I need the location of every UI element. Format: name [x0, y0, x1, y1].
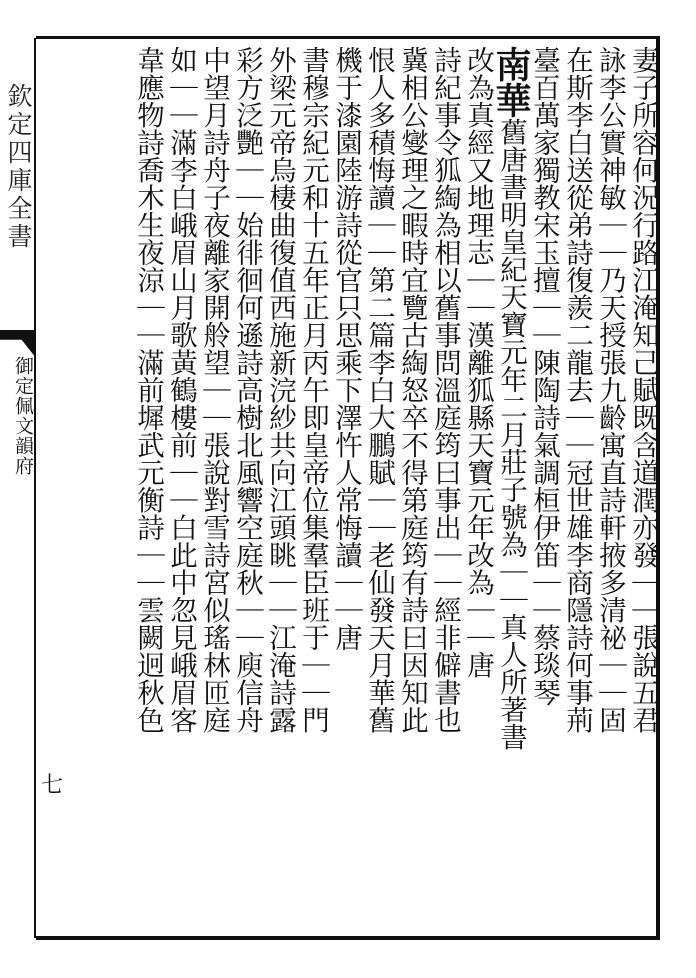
entry-heading-text: 舊唐書明皇紀天寶元年二月莊子號為｜｜真人所著書: [495, 118, 527, 751]
text-column-9: 恨人多積悔讀｜｜第二篇李白大鵬賦｜｜老仙發天月華舊: [363, 46, 395, 734]
text-column-12: 外梁元帝烏棲曲復值西施新浣紗共向江頭眺｜｜江淹詩露: [264, 46, 296, 734]
text-column-2: 詠李公實神敏｜｜乃天授張九齡寓直詩軒掖多清祕｜｜固: [594, 46, 626, 734]
text-columns: [58, 46, 658, 926]
text-column-1: 妻子所容何況行路江淹知己賦既含道潤亦發｜｜張說五君: [627, 46, 659, 734]
text-column-8: 冀相公燮理之暇時宜覽古綯怒卒不得第庭筠有詩曰因知此: [396, 46, 428, 734]
text-column-14: 中望月詩舟子夜離家開舲望｜｜張說對雪詩宮似瑤林匝庭: [198, 46, 230, 734]
margin-divider: [0, 330, 36, 358]
margin-book-title: 御定佩文韻府: [12, 356, 34, 476]
margin-title: 欽定四庫全書: [4, 83, 33, 251]
entry-heading: 南華: [490, 46, 532, 118]
text-column-15: 如｜｜滿李白峨眉山月歌黃鶴樓前｜｜白此中忽見峨眉客: [165, 46, 197, 734]
text-column-6: 改為真經又地理志｜｜漢離狐縣天寶元年改為｜｜唐: [462, 46, 494, 679]
text-column-4: 臺百萬家獨教宋玉擅｜｜陳陶詩氣調桓伊笛｜｜蔡琰琴: [528, 46, 560, 706]
text-column-13: 彩方泛艷｜｜始徘徊何遜詩高樹北風響空庭秋｜｜庾信舟: [231, 46, 263, 734]
margin-strip: [0, 38, 36, 938]
page-number: 七: [40, 773, 63, 798]
text-column-16: 韋應物詩喬木生夜涼｜｜滿前墀武元衡詩｜｜雲闕迥秋色: [132, 46, 164, 734]
text-column-3: 在斯李白送從弟詩復羨二龍去｜｜冠世雄李商隱詩何事荊: [561, 46, 593, 734]
text-column-11: 書穆宗紀元和十五年正月丙午即皇帝位集羣臣班于｜｜門: [297, 46, 329, 734]
text-column-7: 詩紀事令狐綯為相以舊事問溫庭筠曰事出｜｜經非僻書也: [429, 46, 461, 734]
text-column-5-heading: [490, 46, 532, 926]
text-column-10: 機于漆園陸游詩從官只思乘下澤忤人常悔讀｜｜唐: [330, 46, 362, 651]
